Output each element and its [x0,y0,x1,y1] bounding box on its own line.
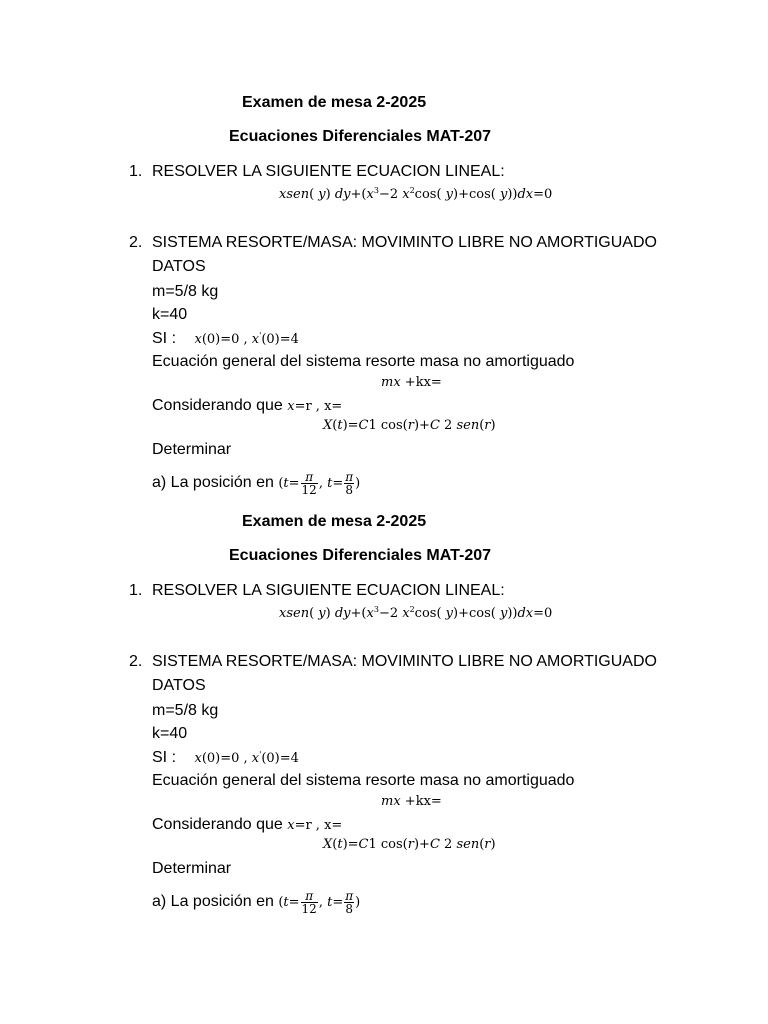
part-a-text: a) La posición en [152,474,274,491]
considerando-line [152,815,342,836]
initial-conditions [152,748,299,769]
spring-constant: k=40 [152,306,188,323]
part-a-line [152,890,360,915]
determinar-label: Determinar [152,441,232,458]
problem-2-number: 2. [129,653,143,670]
problem-2-text: SISTEMA RESORTE/MASA: MOVIMINTO LIBRE NO AMORTIGUADO [152,653,657,670]
part-a-line [152,471,360,496]
datos-label: DATOS [152,677,206,694]
linear-equation: xsen( y) $dy+(x^3-2$ $x^2\cos$( y)+cos( y))dx=0 [279,186,553,202]
mass-value: m=5/8 kg [152,702,219,719]
substitution-equation: x=r , x= [287,399,343,414]
general-solution: X(t)=C1 cos(r)+C 2 sen(r) [323,837,496,852]
motion-equation: mx +kx= [381,375,442,390]
substitution-equation: x=r , x= [287,818,343,833]
position-times-equation: (t= $\frac{\pi}{12}$ , t= $\frac{\pi}{8}$ ) [278,470,361,497]
problem-1-number: 1. [129,163,143,180]
determinar-label: Determinar [152,860,232,877]
considerando-line [152,396,342,417]
general-solution: X(t)=C1 cos(r)+C 2 sen(r) [323,418,496,433]
motion-equation: mx +kx= [381,794,442,809]
datos-label: DATOS [152,258,206,275]
considerando-text: Considerando que [152,816,283,833]
problem-2-number: 2. [129,234,143,251]
course-subtitle: Ecuaciones Diferenciales MAT-207 [229,547,492,564]
problem-1-text: RESOLVER LA SIGUIENTE ECUACION LINEAL: [152,582,505,599]
initial-conditions [152,329,299,350]
general-equation-text: Ecuación general del sistema resorte masa no amortiguado [152,772,575,789]
problem-1-text: RESOLVER LA SIGUIENTE ECUACION LINEAL: [152,163,505,180]
mass-value: m=5/8 kg [152,283,219,300]
exam-title: Examen de mesa 2-2025 [242,513,427,530]
course-subtitle: Ecuaciones Diferenciales MAT-207 [229,128,492,145]
si-label: SI : [152,749,177,766]
problem-1-number: 1. [129,582,143,599]
exam-title: Examen de mesa 2-2025 [242,94,427,111]
considerando-text: Considerando que [152,397,283,414]
spring-constant: k=40 [152,725,188,742]
general-equation-text: Ecuación general del sistema resorte masa no amortiguado [152,353,575,370]
position-times-equation: (t= $\frac{\pi}{12}$ , t= $\frac{\pi}{8}$ ) [278,889,361,916]
linear-equation: xsen( y) $dy+(x^3-2$ $x^2\cos$( y)+cos( y))dx=0 [279,605,553,621]
initial-conditions-equation: x(0)=0 , x'(0)=4 [194,331,299,347]
si-label: SI : [152,330,177,347]
initial-conditions-equation: x(0)=0 , x'(0)=4 [194,750,299,766]
problem-2-text: SISTEMA RESORTE/MASA: MOVIMINTO LIBRE NO AMORTIGUADO [152,234,657,251]
part-a-text: a) La posición en [152,893,274,910]
